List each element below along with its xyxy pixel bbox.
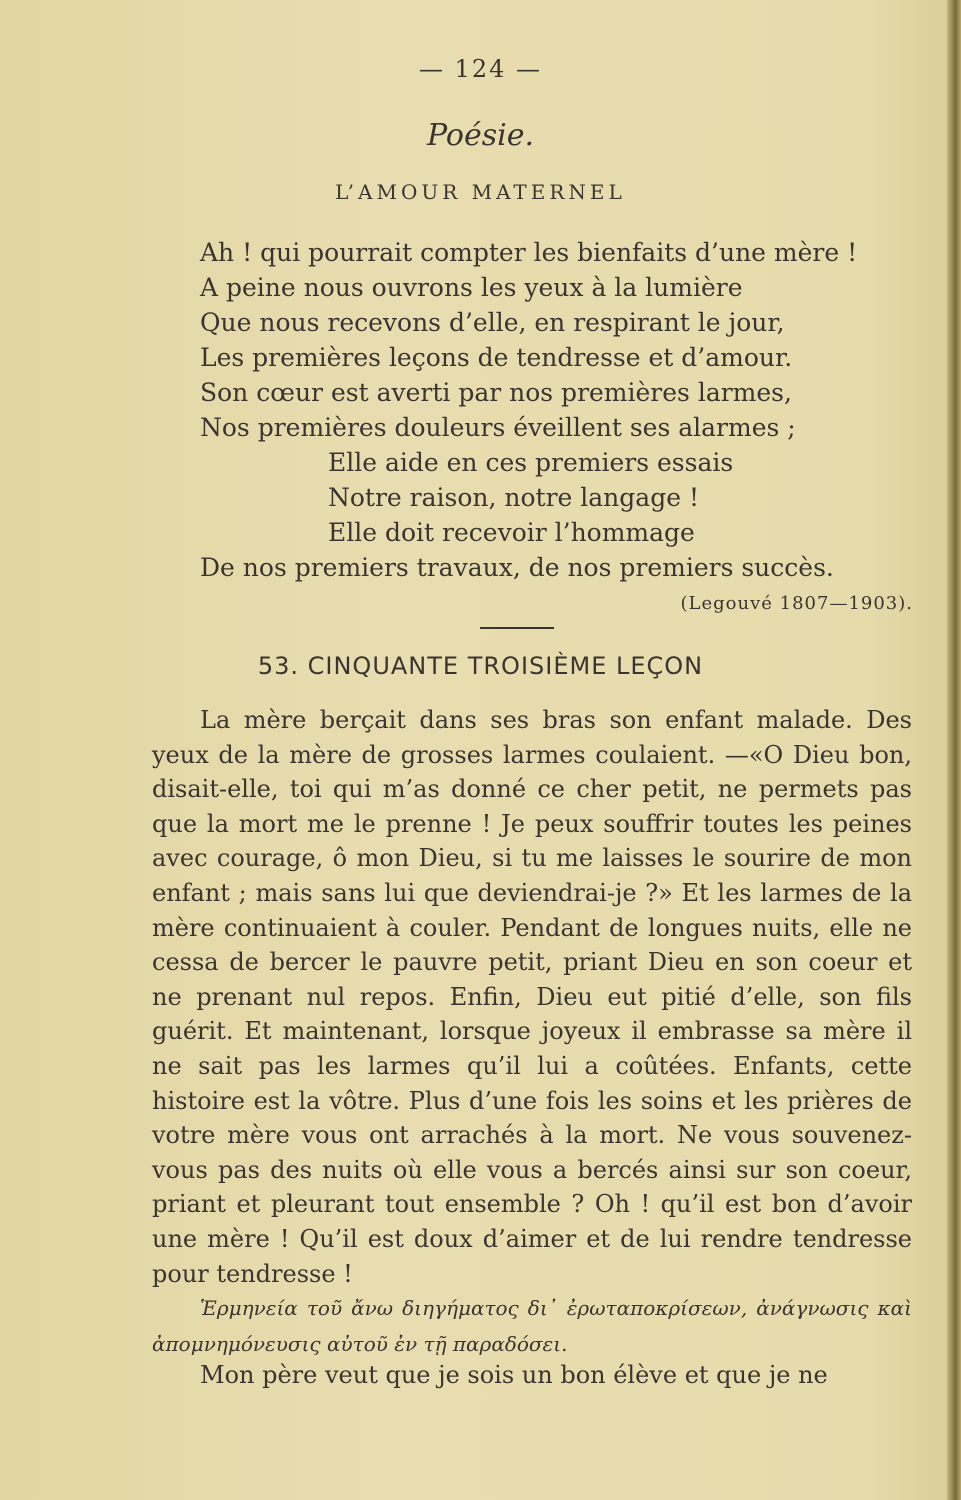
exercise-line: Mon père veut que je sois un bon élève et que je ne — [200, 1361, 828, 1389]
lesson-paragraph: La mère berçait dans ses bras son enfant malade. Des yeux de la mère de grosses larmes coulaient. —«O Dieu bon, disait-elle, toi qui m’as donné ce cher petit, ne permets pas que la mort me le prenne ! Je peux souffrir toutes les peines avec courage, ô mon Dieu, si tu me laisses le sourire de mon enfant ; mais sans lui que deviendrai-je ?» Et les larmes de la mère continuaient à couler. Pendant de longues nuits, elle ne cessa de bercer le pauvre petit, priant Dieu en son coeur et ne prenant nul repos. Enfin, Dieu eut pitié d’elle, son fils guérit. Et maintenant, lorsque joyeux il embrasse sa mère il ne sait pas les larmes qu’il lui a coûtées. Enfants, cette histoire est la vôtre. Plus d’une fois les soins et les prières de votre mère vous ont arrachés à la mort. Ne vous souvenez-vous pas des nuits où elle vous a bercés ainsi sur son coeur, priant et pleurant tout ensemble ? Oh ! qu’il est bon d’avoir une mère ! Qu’il est doux d’aimer et de lui rendre tendresse pour tendresse ! — [152, 706, 912, 1288]
poem-attribution: (Legouvé 1807—1903). — [680, 593, 913, 614]
poem-line: A peine nous ouvrons les yeux à la lumière — [200, 273, 743, 302]
greek-instruction: Ἑρμηνεία τοῦ ἄνω διηγήματος δι᾽ ἐρωταποκρίσεων, ἀνάγνωσις καὶ ἀπομνημόνευσις αὐτοῦ ἐν τῇ παραδόσει. — [152, 1296, 912, 1356]
section-title: Poésie. — [426, 118, 535, 153]
book-binding — [947, 0, 961, 1500]
poem-line: Elle aide en ces premiers essais — [328, 448, 734, 477]
poem-title: L’AMOUR MATERNEL — [335, 180, 626, 204]
poem-line: Elle doit recevoir l’hommage — [328, 518, 695, 547]
poem-line: De nos premiers travaux, de nos premiers succès. — [200, 553, 834, 582]
page-number: — 124 — — [418, 55, 543, 83]
poem-line: Notre raison, notre langage ! — [328, 483, 699, 512]
poem-line: Que nous recevons d’elle, en respirant le jour, — [200, 308, 785, 337]
poem-body — [200, 235, 920, 585]
poem-line: Nos premières douleurs éveillent ses alarmes ; — [200, 413, 796, 442]
divider — [480, 627, 554, 629]
poem-line: Ah ! qui pourrait compter les bienfaits d’une mère ! — [200, 238, 858, 267]
poem-line: Les premières leçons de tendresse et d’amour. — [200, 343, 793, 372]
poem-line: Son cœur est averti par nos premières larmes, — [200, 378, 792, 407]
lesson-title: 53. CINQUANTE TROISIÈME LEÇON — [257, 652, 704, 680]
